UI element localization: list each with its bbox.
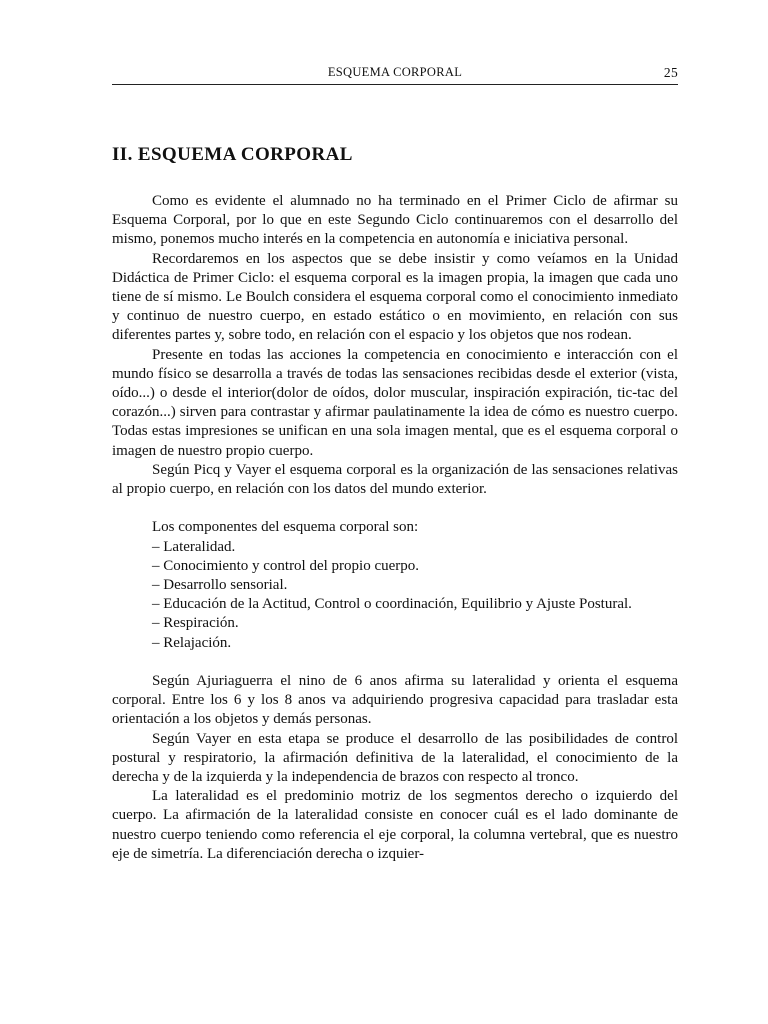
list-item: – Conocimiento y control del propio cuerpo. (152, 557, 420, 574)
list-item: – Desarrollo sensorial. (152, 577, 288, 594)
paragraph: Como es evidente el alumnado no ha terminado en el Primer Ciclo de afirmar su Esquema Corporal, por lo que en este Segundo Ciclo continuaremos con el desarrollo del mismo, ponemos mucho interés en la competencia en autonomía e iniciativa personal. (112, 193, 678, 248)
paragraph: Según Picq y Vayer el esquema corporal es la organización de las sensaciones relativas al propio cuerpo, en relación con los datos del mundo exterior. (112, 461, 678, 498)
section-heading: II. ESQUEMA CORPORAL (112, 144, 353, 165)
list-item: – Relajación. (152, 634, 232, 651)
running-title: ESQUEMA CORPORAL (327, 65, 463, 79)
running-header (112, 64, 678, 85)
paragraph: La lateralidad es el predominio motriz de los segmentos derecho o izquierdo del cuerpo. La afirmación de la lateralidad consiste en conocer cuál es el lado dominante de nuestro cuerpo teniendo como referencia el eje corporal, la columna vertebral, que es nuestro eje de simetría. La diferenciación derecha o izquier- (112, 788, 678, 862)
list-item: – Lateralidad. (152, 538, 236, 555)
paragraph: Según Vayer en esta etapa se produce el desarrollo de las posibilidades de control postural y respiratorio, la afirmación definitiva de la lateralidad, el conocimiento de la derecha y de la izquierda y la independencia de brazos con respecto al tronco. (112, 730, 678, 786)
paragraph: Según Ajuriaguerra el nino de 6 anos afirma su lateralidad y orienta el esquema corporal. Entre los 6 y los 8 anos va adquiriendo progresiva capacidad para trasladar esta orientación a los objetos y demás personas. (112, 673, 678, 728)
list-item: – Educación de la Actitud, Control o coordinación, Equilibrio y Ajuste Postural. (152, 596, 632, 613)
page-number: 25 (663, 65, 678, 80)
components-list (112, 538, 678, 653)
body-text (112, 192, 678, 864)
paragraph: Recordaremos en los aspectos que se debe insistir y como veíamos en la Unidad Didáctica de Primer Ciclo: el esquema corporal es la imagen propia, la imagen que cada uno tiene de sí mismo. Le Boulch considera el esquema corporal como el conocimiento inmediato y continuo de nuestro cuerpo, en estado estático o en movimiento, en relación con sus diferentes partes y, sobre todo, en relación con el espacio y los objetos que nos rodean. (112, 250, 678, 344)
spacer (112, 653, 678, 672)
spacer (112, 499, 678, 518)
list-item: – Respiración. (152, 615, 239, 632)
paragraph: Presente en todas las acciones la competencia en conocimiento e interacción con el mundo físico se desarrolla a través de todas las sensaciones recibidas desde el exterior (vista, oído...) o desde el interior(dolor de oídos, dolor muscular, inspiración expiración, tic-tac del corazón...) sirven para contrastar y afirmar paulatinamente la idea de cómo es nuestro cuerpo. Todas estas impresiones se unifican en una sola imagen mental, que es el esquema corporal o imagen de nuestro propio cuerpo. (112, 346, 678, 459)
components-intro: Los componentes del esquema corporal son: (152, 519, 419, 536)
